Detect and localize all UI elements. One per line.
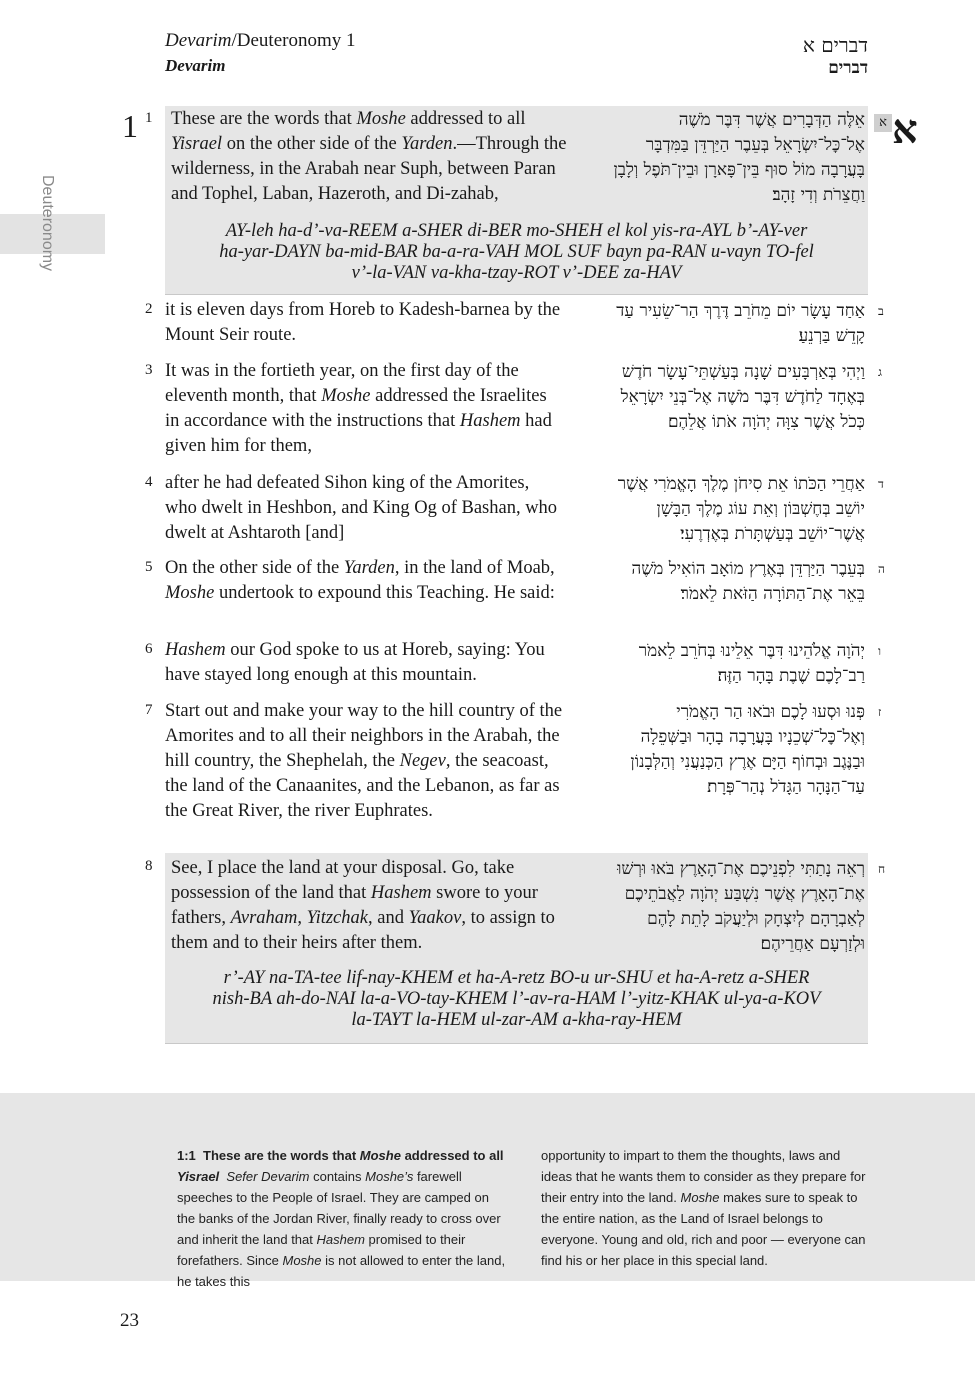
running-subheader-english: Devarim — [165, 56, 226, 75]
verse-hebrew-letter: ז — [878, 705, 882, 719]
chapter-hebrew-small-box: א — [874, 114, 892, 132]
verse-number: 7 — [145, 702, 153, 718]
verse-1-transliteration — [165, 221, 868, 284]
verse-number: 8 — [145, 858, 153, 874]
translit-line: v’-la-VAN va-kha-tzay-ROT v’-DEE za-HAV — [351, 263, 682, 283]
verse-number: 5 — [145, 559, 153, 575]
verse-hebrew-letter: ה — [878, 562, 885, 576]
verse-hebrew-letter: ג — [878, 365, 882, 379]
verse-8-transliteration — [165, 968, 868, 1031]
verse-number: 2 — [145, 301, 153, 317]
verse-8-english: See, I place the land at your disposal. Go, take possession of the land that Hashem swore to your fathers, Avraham, Yitzchak, and Yaakov, to assign to them and to their heirs after them. — [171, 858, 555, 953]
running-subheader-hebrew: דברים — [828, 58, 868, 78]
verse-5-hebrew: בְּעֵבֶר הַיַּרְדֵּן בְּאֶרֶץ מוֹאָב הוֹאִיל מֹשֶׁה בֵּאֵר אֶת־הַתּוֹרָה הַזֹּאת לֵאמֹר׃ — [631, 559, 865, 604]
verse-7-english: Start out and make your way to the hill country of the Amorites and to all their neighbors in the Arabah, the hill country, the Shephelah, the Negev, the seacoast, the land of the Canaanites, and the Lebanon, as far as the Great River, the river Euphrates. — [165, 701, 563, 821]
verse-hebrew-letter: ח — [878, 862, 886, 876]
verse-5-english: On the other side of the Yarden, in the land of Moab, Moshe undertook to expound this Teaching. He said: — [165, 558, 555, 603]
verse-6-english: Hashem our God spoke to us at Horeb, saying: You have stayed long enough at this mountain. — [165, 640, 545, 685]
verse-4-hebrew: אַחֲרֵי הַכֹּתוֹ אֵת סִיחֹן מֶלֶךְ הָאֱמֹרִי אֲשֶׁר יוֹשֵׁב בְּחֶשְׁבּוֹן וְאֵת עוֹג מֶלֶךְ הַבָּשָׁן אֲשֶׁר־יוֹשֵׁב בְּעַשְׁתָּרֹת בְּאֶדְרֶעִי׃ — [617, 474, 865, 544]
verse-1-hebrew: אֵלֶּה הַדְּבָרִים אֲשֶׁר דִּבֶּר מֹשֶׁה אֶל־כׇּל־יִשְׂרָאֵל בְּעֵבֶר הַיַּרְדֵּן בַּמִּדְבָּר בָּעֲרָבָה מוֹל סוּף בֵּין־פָּארָן וּבֵין־תֹּפֶל וְלָבָן וַחֲצֵרֹת וְדִי זָהָב׃ — [613, 110, 865, 205]
commentary-column-2: opportunity to impart to them the thoughts, laws and ideas that he wants them to consider as they prepare for their entry into the land. Moshe makes sure to speak to the entire nation, as the Land of Israel belongs to everyone. Young and old, rich and poor — everyone can find his or her place in this special land. — [541, 1148, 866, 1268]
chapter-hebrew-letter: א — [892, 106, 918, 153]
verse-number: 1 — [145, 110, 153, 126]
translit-line: r’-AY na-TA-tee lif-nay-KHEM et ha-A-retz BO-u ur-SHU et ha-A-retz a-SHER — [223, 968, 810, 988]
page-number: 23 — [120, 1310, 139, 1331]
verse-6-hebrew: יְהֹוָה אֱלֹהֵינוּ דִּבֶּר אֵלֵינוּ בְּחֹרֵב לֵאמֹר רַב־לָכֶם שֶׁבֶת בָּהָר הַזֶּה׃ — [638, 641, 865, 686]
translit-line: ha-yar-DAYN ba-mid-BAR ba-a-ra-VAH MOL SUF bayn pa-RAN u-vayn TO-fel — [219, 242, 814, 262]
translit-line: AY-leh ha-d’-va-REEM a-SHER di-BER mo-SHEH el kol yis-ra-AYL b’-AY-ver — [225, 221, 808, 241]
verse-7-hebrew: פְּנוּ וּסְעוּ לָכֶם וּבֹאוּ הַר הָאֱמֹרִי וְאֶל־כׇּל־שְׁכֵנָיו בָּעֲרָבָה בָהָר וּבַשְּׁפֵלָה וּבַנֶּגֶב וּבְחוֹף הַיָּם אֶרֶץ הַכְּנַעֲנִי וְהַלְּבָנוֹן עַד־הַנָּהָר הַגָּדֹל נְהַר־פְּרָת׃ — [630, 702, 865, 797]
side-tab-label: Deuteronomy — [39, 175, 56, 272]
verse-1-english: These are the words that Moshe addressed to all Yisrael on the other side of the Yarden.—Through the wilderness, in the Arabah near Suph, between Paran and Tophel, Laban, Hazeroth, and Di-zahab, — [171, 109, 567, 204]
verse-3-english: It was in the fortieth year, on the first day of the eleventh month, that Moshe addressed the Israelites in accordance with the instructions that Hashem had given him for them, — [165, 361, 552, 456]
running-header-hebrew: דברים א — [802, 33, 868, 57]
verse-number: 3 — [145, 362, 153, 378]
verse-4-english: after he had defeated Sihon king of the Amorites, who dwelt in Heshbon, and King Og of Bashan, who dwelt at Ashtaroth [and] — [165, 473, 558, 543]
verse-2-hebrew: אַחַד עָשָׂר יוֹם מֵחֹרֵב דֶּרֶךְ הַר־שֵׂעִיר עַד קָדֵשׁ בַּרְנֵעַ׃ — [616, 301, 865, 346]
verse-number: 4 — [145, 474, 153, 490]
verse-hebrew-letter: ד — [878, 477, 884, 491]
verse-3-hebrew: וַיְהִי בְּאַרְבָּעִים שָׁנָה בְּעַשְׁתֵּי־עָשָׂר חֹדֶשׁ בְּאֶחָד לַחֹדֶשׁ דִּבֶּר מֹשֶׁה אֶל־בְּנֵי יִשְׂרָאֵל כְּכֹל אֲשֶׁר צִוָּה יְהֹוָה אֹתוֹ אֲלֵהֶם׃ — [620, 362, 865, 432]
commentary-column-1: 1:1 These are the words that Moshe addressed to all Yisrael Sefer Devarim contains Moshe’s farewell speeches to the People of Israel. They are camped on the banks of the Jordan River, finally ready to cross over and inherit the land that Hashem promised to their forefathers. Since Moshe is not allowed to enter the land, he takes this — [177, 1148, 506, 1289]
verse-hebrew-letter: ו — [878, 644, 882, 658]
verse-8-hebrew: רְאֵה נָתַתִּי לִפְנֵיכֶם אֶת־הָאָרֶץ בֹּאוּ וּרְשׁוּ אֶת־הָאָרֶץ אֲשֶׁר נִשְׁבַּע יְהֹוָה לַאֲבֹתֵיכֶם לְאַבְרָהָם לְיִצְחָק וּלְיַעֲקֹב לָתֵת לָהֶם וּלְזַרְעָם אַחֲרֵיהֶם׃ — [617, 859, 865, 954]
translit-line: la-TAYT la-HEM ul-zar-AM a-kha-ray-HEM — [351, 1010, 682, 1030]
verse-number: 6 — [145, 641, 153, 657]
running-header-english: Devarim/Deuteronomy 1 — [165, 30, 356, 51]
translit-line: nish-BA ah-do-NAI la-a-VO-tay-KHEM l’-av-ra-HAM l’-yitz-KHAK ul-ya-a-KOV — [212, 989, 821, 1009]
verse-hebrew-letter: ב — [878, 304, 884, 318]
chapter-number: 1 — [122, 108, 138, 144]
verse-2-english: it is eleven days from Horeb to Kadesh-barnea by the Mount Seir route. — [165, 300, 561, 345]
